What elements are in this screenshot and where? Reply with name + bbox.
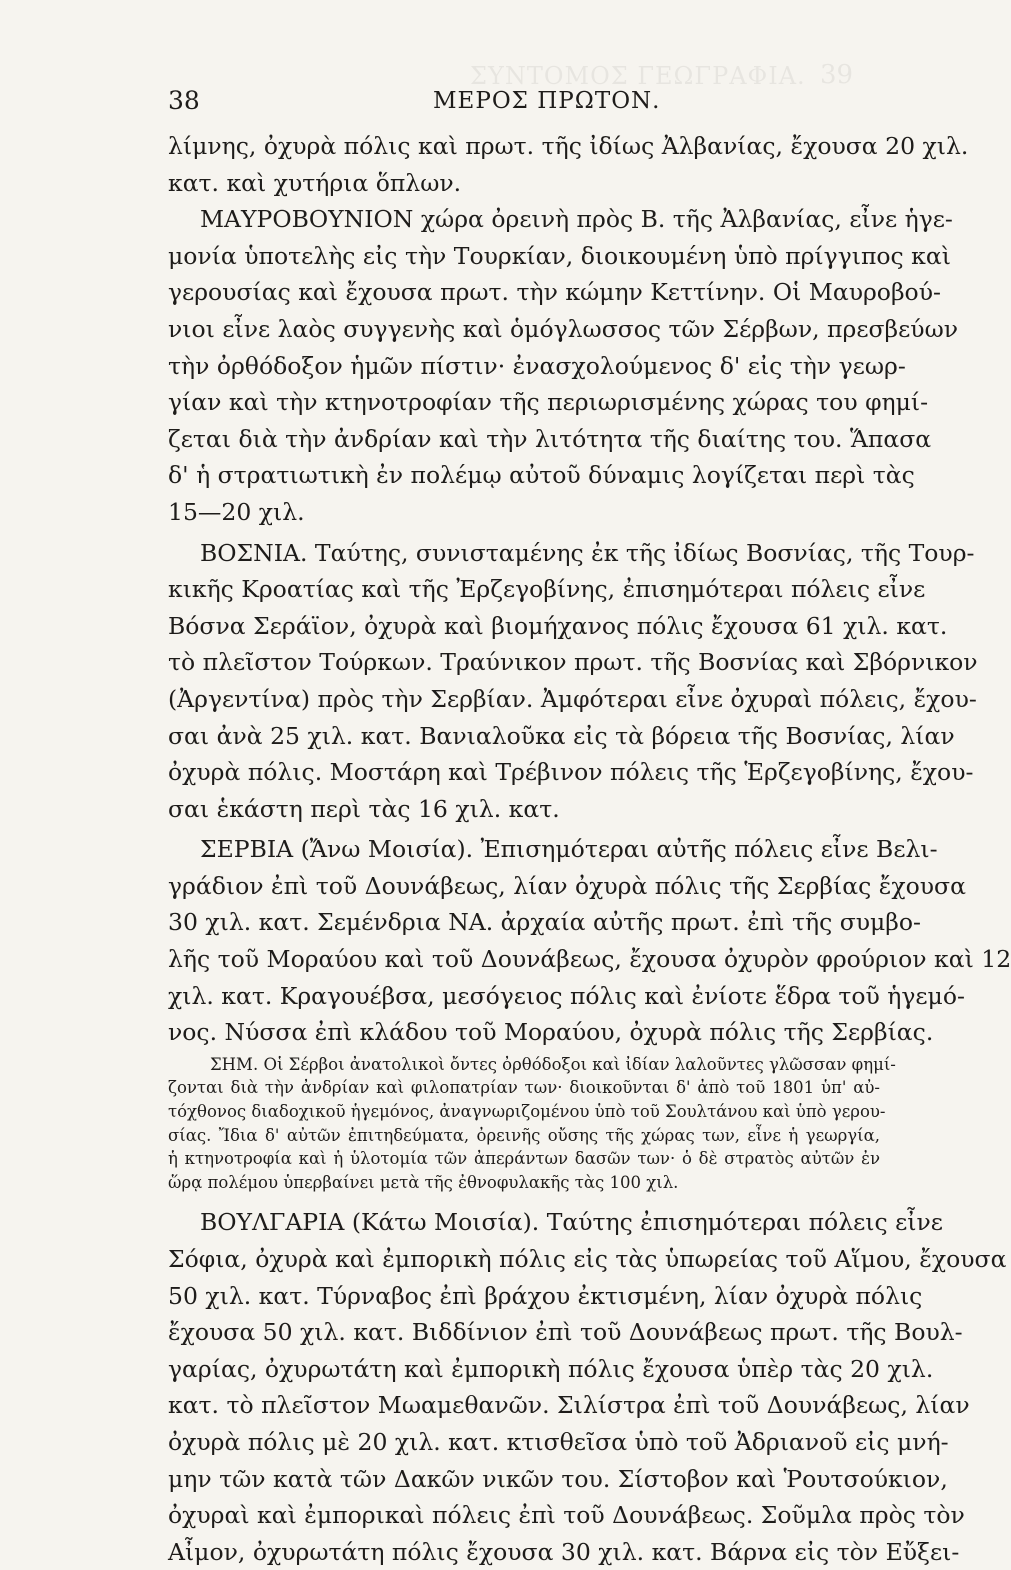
text-line: κατ. τὸ πλεῖστον Μωαμεθανῶν. Σιλίστρα ἐπὶ τοῦ Δουνάβεως, λίαν	[168, 1391, 970, 1420]
text-line: νιοι εἶνε λαὸς συγγενὴς καὶ ὁμόγλωσσος τῶν Σέρβων, πρεσβεύων	[168, 314, 959, 343]
text-line: λῆς τοῦ Μοραύου καὶ τοῦ Δουνάβεως, ἔχουσα ὀχυρὸν φρούριον καὶ 12	[168, 945, 1011, 974]
running-title: ΜΕΡΟΣ ΠΡΩΤΟΝ.	[433, 88, 661, 114]
text-line: μην τῶν κατὰ τῶν Δακῶν νικῶν του. Σίστοβον καὶ Ῥουτσούκιον,	[168, 1464, 948, 1493]
note-line: ΣΗΜ. Οἱ Σέρβοι ἀνατολικοὶ ὄντες ὀρθόδοξοι καὶ ἰδίαν λαλοῦντες γλῶσσαν φημί-	[210, 1054, 896, 1074]
page-number: 38	[168, 86, 200, 115]
text-line: ΣΕΡΒΙΑ (Ἄνω Μοισία). Ἐπισημότεραι αὐτῆς πόλεις εἶνε Βελι-	[200, 835, 938, 864]
text-line: ΜΑΥΡΟΒΟΥΝΙΟΝ χώρα ὀρεινὴ πρὸς Β. τῆς Ἀλβανίας, εἶνε ἡγε-	[200, 205, 953, 234]
text-line: 15—20 χιλ.	[168, 497, 305, 526]
note-line: τόχθονος διαδοχικοῦ ἡγεμόνος, ἀναγνωριζομένου ὑπὸ τοῦ Σουλτάνου καὶ ὑπὸ γερου-	[168, 1102, 886, 1122]
text-line: Βόσνα Σεράϊον, ὀχυρὰ καὶ βιομήχανος πόλις ἔχουσα 61 χιλ. κατ.	[168, 611, 948, 640]
bleed-through-title: ΣΥΝΤΟΜΟΣ ΓΕΩΓΡΑΦΙΑ.	[470, 62, 806, 90]
text-line: τὸ πλεῖστον Τούρκων. Τραύνικον πρωτ. τῆς Βοσνίας καὶ Σβόρνικον	[168, 648, 978, 677]
text-line: ΒΟΣΝΙΑ. Ταύτης, συνισταμένης ἐκ τῆς ἰδίως Βοσνίας, τῆς Τουρ-	[200, 538, 975, 567]
paragraph-mavrovounion	[168, 201, 959, 530]
footnote-serbia	[168, 1053, 896, 1195]
text-line: σαι ἑκάστη περὶ τὰς 16 χιλ. κατ.	[168, 794, 560, 823]
text-line: (Ἀργεντίνα) πρὸς τὴν Σερβίαν. Ἀμφότεραι εἶνε ὀχυραὶ πόλεις, ἔχου-	[168, 684, 977, 713]
text-line: ὀχυρὰ πόλις. Μοστάρη καὶ Τρέβινον πόλεις τῆς Ἑρζεγοβίνης, ἔχου-	[168, 758, 974, 787]
paragraph-bulgaria	[168, 1204, 1007, 1570]
text-line: ἔχουσα 50 χιλ. κατ. Βιδδίνιον ἐπὶ τοῦ Δουνάβεως πρωτ. τῆς Βουλ-	[168, 1318, 963, 1347]
text-line: σαι ἀνὰ 25 χιλ. κατ. Βανιαλοῦκα εἰς τὰ βόρεια τῆς Βοσνίας, λίαν	[168, 721, 955, 750]
text-line: χιλ. κατ. Κραγουέβσα, μεσόγειος πόλις καὶ ἐνίοτε ἕδρα τοῦ ἡγεμό-	[168, 981, 965, 1010]
note-line: σίας. Ἴδια δ' αὐτῶν ἐπιτηδεύματα, ὀρεινῆς οὔσης τῆς χώρας των, εἶνε ἡ γεωργία,	[168, 1125, 880, 1145]
text-line: μονία ὑποτελὴς εἰς τὴν Τουρκίαν, διοικουμένη ὑπὸ πρίγγιπος καὶ	[168, 241, 951, 270]
text-line: ὀχυραὶ καὶ ἐμπορικαὶ πόλεις ἐπὶ τοῦ Δουνάβεως. Σοῦμλα πρὸς τὸν	[168, 1501, 965, 1530]
text-line: γίαν καὶ τὴν κτηνοτροφίαν τῆς περιωρισμένης χώρας του φημί-	[168, 388, 929, 417]
text-line: κικῆς Κροατίας καὶ τῆς Ἐρζεγοβίνης, ἐπισημότεραι πόλεις εἶνε	[168, 575, 926, 604]
text-line: ΒΟΥΛΓΑΡΙΑ (Κάτω Μοισία). Ταύτης ἐπισημότεραι πόλεις εἶνε	[200, 1208, 943, 1237]
text-line: νος. Νύσσα ἐπὶ κλάδου τοῦ Μοραύου, ὀχυρὰ πόλις τῆς Σερβίας.	[168, 1018, 934, 1047]
text-line: Σόφια, ὀχυρὰ καὶ ἐμπορικὴ πόλις εἰς τὰς ὑπωρείας τοῦ Αἵμου, ἔχουσα	[168, 1245, 1007, 1273]
text-line: ὀχυρὰ πόλις μὲ 20 χιλ. κατ. κτισθεῖσα ὑπὸ τοῦ Ἀδριανοῦ εἰς μνή-	[168, 1427, 949, 1456]
page-body	[168, 128, 1011, 1570]
paragraph-albania-end	[168, 128, 969, 201]
note-line: ὥρᾳ πολέμου ὑπερβαίνει μετὰ τῆς ἐθνοφυλακῆς τὰς 100 χιλ.	[168, 1172, 679, 1192]
text-line: γερουσίας καὶ ἔχουσα πρωτ. τὴν κώμην Κεττίνην. Οἱ Μαυροβού-	[168, 278, 941, 307]
text-line: γαρίας, ὀχυρωτάτη καὶ ἐμπορικὴ πόλις ἔχουσα ὑπὲρ τὰς 20 χιλ.	[168, 1354, 934, 1383]
text-line: δ' ἡ στρατιωτικὴ ἐν πολέμῳ αὐτοῦ δύναμις λογίζεται περὶ τὰς	[168, 461, 915, 490]
text-line: λίμνης, ὀχυρὰ πόλις καὶ πρωτ. τῆς ἰδίως Ἀλβανίας, ἔχουσα 20 χιλ.	[168, 132, 969, 160]
text-line: τὴν ὀρθόδοξον ἡμῶν πίστιν· ἐνασχολούμενος δ' εἰς τὴν γεωρ-	[168, 351, 906, 380]
text-line: γράδιον ἐπὶ τοῦ Δουνάβεως, λίαν ὀχυρὰ πόλις τῆς Σερβίας ἔχουσα	[168, 871, 966, 900]
text-line: ζεται διὰ τὴν ἀνδρίαν καὶ τὴν λιτότητα τῆς διαίτης του. Ἅπασα	[168, 424, 932, 453]
paragraph-serbia	[168, 831, 1011, 1051]
text-line: κατ. καὶ χυτήρια ὅπλων.	[168, 168, 462, 197]
paragraph-bosnia	[168, 535, 978, 828]
text-line: Αἶμον, ὀχυρωτάτη πόλις ἔχουσα 30 χιλ. κατ. Βάρνα εἰς τὸν Εὔξει-	[168, 1537, 960, 1566]
note-line: ἡ κτηνοτροφία καὶ ἡ ὑλοτομία τῶν ἀπεράντων δασῶν των· ὁ δὲ στρατὸς αὐτῶν ἐν	[168, 1149, 880, 1169]
text-line: 30 χιλ. κατ. Σεμένδρια ΝΑ. ἀρχαία αὐτῆς πρωτ. ἐπὶ τῆς συμβο-	[168, 908, 921, 937]
page-header	[168, 86, 768, 122]
bleed-through-number: 39	[820, 60, 854, 90]
note-line: ζονται διὰ τὴν ἀνδρίαν καὶ φιλοπατρίαν των· διοικοῦνται δ' ἀπὸ τοῦ 1801 ὑπ' αὐ-	[168, 1078, 880, 1098]
text-line: 50 χιλ. κατ. Τύρναβος ἐπὶ βράχου ἐκτισμένη, λίαν ὀχυρὰ πόλις	[168, 1281, 923, 1310]
